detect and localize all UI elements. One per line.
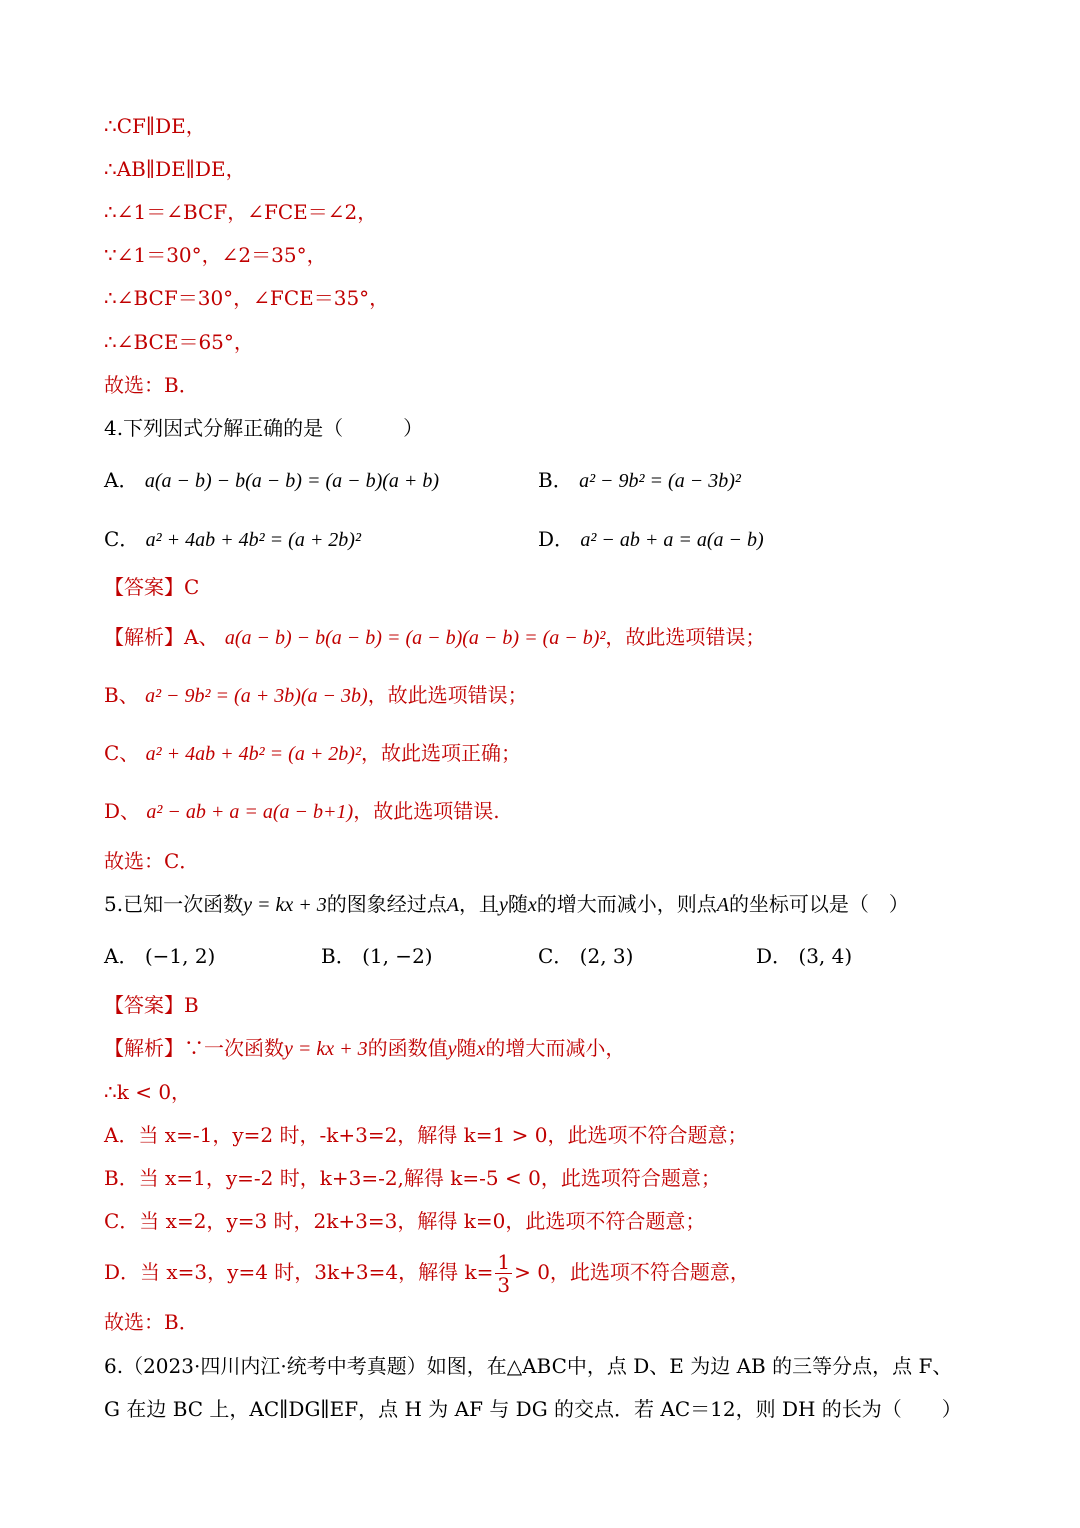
- q5-option-a: [104, 940, 215, 969]
- q4-stem: 4.下列因式分解正确的是（ ）: [104, 416, 424, 440]
- analysis-var: y: [447, 1038, 457, 1060]
- q4-answer: 【答案】C: [104, 575, 200, 599]
- q3-solution-line: ∴∠BCF＝30°，∠FCE＝35°，: [104, 286, 390, 310]
- stem-text: 随: [507, 892, 528, 916]
- fraction-numerator: 1: [497, 1250, 511, 1274]
- q5-option-b: [321, 940, 433, 969]
- analysis-label: C、: [104, 741, 140, 765]
- q4-analysis-c: [104, 739, 521, 768]
- q3-solution-line: ∵∠1＝30°，∠2＝35°，: [104, 243, 327, 267]
- stem-text: 的增大而减小，则点: [536, 892, 717, 916]
- option-formula: a² − ab + a = a(a − b): [580, 529, 764, 551]
- option-value: (1, −2): [362, 944, 433, 968]
- q4-analysis-b: [104, 681, 528, 710]
- q5-case-c: C．当 x=2，y=3 时，2k+3=3，解得 k=0，此选项不符合题意；: [104, 1209, 706, 1233]
- analysis-text: 的增大而减小，: [485, 1036, 626, 1060]
- option-label: B．: [538, 468, 573, 492]
- case-text: > 0，此选项不符合题意，: [514, 1260, 750, 1284]
- analysis-verdict: ，故此选项正确；: [360, 741, 521, 765]
- analysis-var: x: [476, 1038, 486, 1060]
- option-label: A．: [104, 944, 139, 968]
- q3-choice: 故选：B．: [104, 373, 199, 397]
- case-text: D．当 x=3，y=4 时，3k+3=4，解得 k=: [104, 1260, 494, 1284]
- q4-analysis-a: [104, 623, 765, 652]
- analysis-label: B、: [104, 683, 139, 707]
- q5-k-line: ∴k < 0，: [104, 1080, 192, 1104]
- q5-option-c: [538, 940, 633, 969]
- analysis-formula: a(a − b) − b(a − b) = (a − b)(a − b) = (a − b)²: [224, 627, 606, 649]
- q6-stem-line1: 6.（2023·四川内江·统考中考真题）如图，在△ABC中，点 D、E 为边 AB 的三等分点，点 F、: [104, 1354, 953, 1378]
- stem-function: y = kx + 3: [243, 894, 327, 916]
- option-label: C．: [104, 527, 140, 551]
- stem-text: 的图象经过点: [326, 892, 447, 916]
- analysis-text: 的函数值: [367, 1036, 448, 1060]
- option-label: B．: [321, 944, 356, 968]
- analysis-verdict: ，故此选项错误；: [367, 683, 528, 707]
- q5-choice: 故选：B．: [104, 1310, 199, 1334]
- fraction-denominator: 3: [497, 1273, 511, 1297]
- q3-solution-line: ∴∠BCE＝65°，: [104, 330, 254, 354]
- fraction: [495, 1251, 512, 1296]
- option-label: A．: [104, 468, 139, 492]
- option-value: (2, 3): [579, 944, 634, 968]
- stem-text: 5.已知一次函数: [104, 892, 244, 916]
- option-formula: a(a − b) − b(a − b) = (a − b)(a + b): [144, 470, 440, 492]
- option-label: D．: [538, 527, 575, 551]
- option-label: D．: [756, 944, 793, 968]
- analysis-label: D、: [104, 799, 141, 823]
- q3-solution-line: ∴∠1＝∠BCF，∠FCE＝∠2，: [104, 200, 378, 224]
- analysis-text: 【解析】∵一次函数: [104, 1036, 284, 1060]
- q4-analysis-d: [104, 797, 500, 826]
- q4-option-b: [538, 464, 741, 493]
- option-formula: a² + 4ab + 4b² = (a + 2b)²: [145, 529, 361, 551]
- analysis-text: 随: [456, 1036, 477, 1060]
- q5-answer: 【答案】B: [104, 993, 199, 1017]
- option-value: (3, 4): [798, 944, 853, 968]
- stem-var: x: [527, 894, 537, 916]
- option-formula: a² − 9b² = (a − 3b)²: [579, 470, 741, 492]
- stem-text: ，且: [458, 892, 499, 916]
- analysis-formula: a² − 9b² = (a + 3b)(a − 3b): [145, 685, 368, 707]
- q5-option-d: [756, 940, 852, 969]
- q5-case-b: B．当 x=1，y=-2 时，k+3=-2,解得 k=-5 < 0，此选项符合题意；: [104, 1166, 721, 1190]
- q6-stem-line2: G 在边 BC 上，AC∥DG∥EF，点 H 为 AF 与 DG 的交点．若 AC＝12，则 DH 的长为（ ）: [104, 1397, 962, 1421]
- q3-solution-line: ∴CF∥DE，: [104, 114, 206, 138]
- option-value: (−1, 2): [144, 944, 216, 968]
- analysis-verdict: ，故此选项错误.: [353, 799, 500, 823]
- q4-option-a: [104, 464, 439, 493]
- analysis-verdict: ，故此选项错误；: [605, 625, 766, 649]
- q4-option-d: [538, 523, 764, 552]
- q4-choice: 故选：C．: [104, 849, 200, 873]
- q5-case-a: A．当 x=-1，y=2 时，-k+3=2，解得 k=1 > 0，此选项不符合题意；: [104, 1123, 748, 1147]
- q5-stem: [104, 890, 909, 919]
- option-label: C．: [538, 944, 574, 968]
- stem-point: A: [716, 894, 729, 916]
- analysis-formula: a² − ab + a = a(a − b+1): [146, 801, 354, 823]
- analysis-formula: a² + 4ab + 4b² = (a + 2b)²: [145, 743, 361, 765]
- analysis-prefix: 【解析】A、: [104, 625, 219, 649]
- q3-solution-line: ∴AB∥DE∥DE，: [104, 157, 246, 181]
- q4-option-c: [104, 523, 361, 552]
- stem-point: A: [446, 894, 459, 916]
- analysis-function: y = kx + 3: [284, 1038, 368, 1060]
- stem-var: y: [498, 894, 508, 916]
- q5-analysis: [104, 1034, 625, 1063]
- q5-case-d: [104, 1248, 750, 1296]
- stem-text: 的坐标可以是（ ）: [728, 892, 909, 916]
